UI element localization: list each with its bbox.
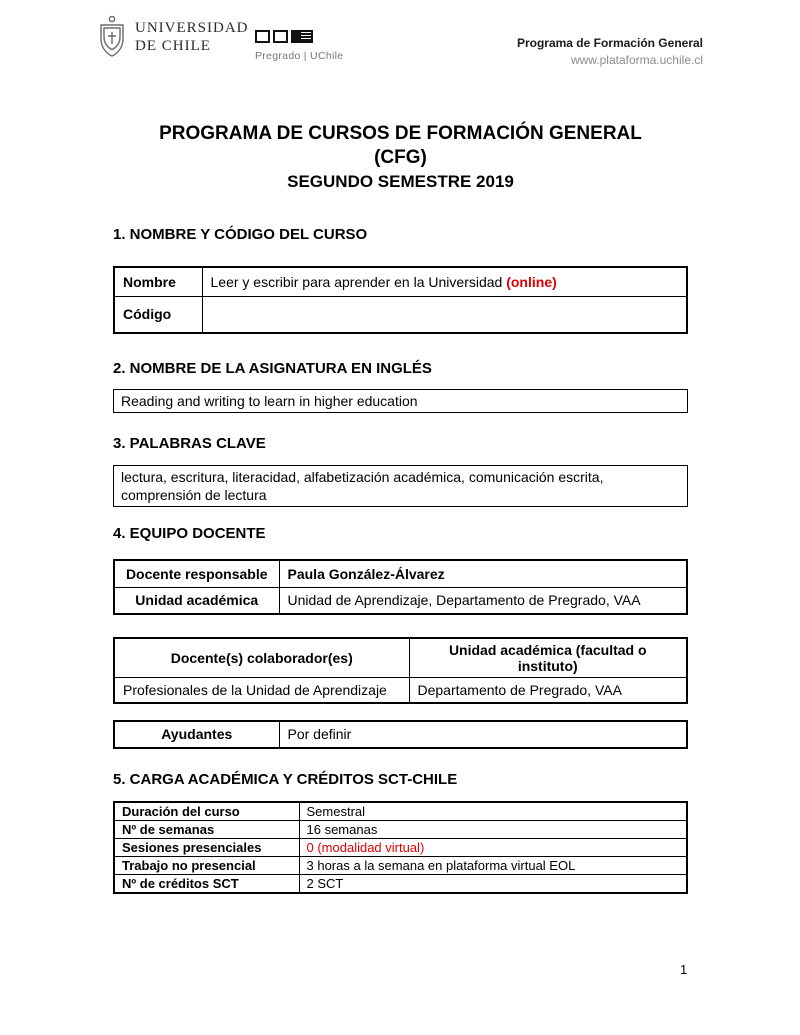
- table-header-cell: Unidad académica (facultad o instituto): [409, 638, 687, 678]
- table-cell-value: [202, 296, 687, 333]
- section5-heading: 5. CARGA ACADÉMICA Y CRÉDITOS SCT-CHILE: [113, 770, 458, 788]
- page-number: 1: [680, 962, 688, 977]
- course-name-text: Leer y escribir para aprender en la Universidad: [210, 273, 507, 290]
- table-row: [114, 856, 687, 874]
- section3-heading: 3. PALABRAS CLAVE: [113, 435, 266, 452]
- pregrado-label: Pregrado | UChile: [255, 50, 344, 62]
- table-cell-label: Nº de créditos SCT: [114, 874, 299, 893]
- table-row: [114, 560, 687, 587]
- english-name-box: Reading and writing to learn in higher education: [113, 389, 688, 413]
- program-label: Programa de Formación General: [516, 36, 703, 50]
- table-cell-value: Departamento de Pregrado, VAA: [409, 678, 687, 703]
- table-cell-value: 2 SCT: [299, 874, 687, 893]
- document-content: [113, 0, 688, 894]
- university-name-line2: DE CHILE: [135, 38, 211, 54]
- table-cell-label: Trabajo no presencial: [114, 856, 299, 874]
- table-row: [114, 296, 687, 333]
- assistants-table: [113, 720, 688, 749]
- table-row: [114, 267, 687, 296]
- table-cell-label: Sesiones presenciales: [114, 838, 299, 856]
- collaborators-table: [113, 637, 688, 704]
- table-row: [114, 838, 687, 856]
- table-cell-label: Nombre: [114, 267, 202, 296]
- table-cell-value: Unidad de Aprendizaje, Departamento de Pregrado, VAA: [279, 587, 687, 614]
- table-row: [114, 802, 687, 821]
- table-cell-value: Semestral: [299, 802, 687, 821]
- table-cell-label: Duración del curso: [114, 802, 299, 821]
- table-row: [114, 721, 687, 748]
- table-cell-value: Por definir: [279, 721, 687, 748]
- table-cell-label: Unidad académica: [114, 587, 279, 614]
- table-cell-label: Nº de semanas: [114, 820, 299, 838]
- table-row: [114, 678, 687, 703]
- table-cell-value: 16 semanas: [299, 820, 687, 838]
- course-name-table: [113, 266, 688, 334]
- document-title: [113, 122, 688, 194]
- table-header-row: [114, 638, 687, 678]
- website-url: www.plataforma.uchile.cl: [570, 53, 703, 67]
- table-cell-label: Docente responsable: [114, 560, 279, 587]
- responsible-teacher-table: [113, 559, 688, 615]
- table-cell-value: Paula González-Álvarez: [279, 560, 687, 587]
- keywords-box: lectura, escritura, literacidad, alfabetización académica, comunicación escrita, comprensión de lectura: [113, 465, 688, 507]
- table-cell-label: Código: [114, 296, 202, 333]
- table-cell-value: 0 (modalidad virtual): [299, 838, 687, 856]
- university-name-line1: UNIVERSIDAD: [135, 20, 249, 36]
- course-name-online-tag: (online): [506, 273, 557, 290]
- section4-heading: 4. EQUIPO DOCENTE: [113, 525, 266, 542]
- table-cell-value: [202, 267, 687, 296]
- table-cell-value: 3 horas a la semana en plataforma virtual EOL: [299, 856, 687, 874]
- table-header-cell: Docente(s) colaborador(es): [114, 638, 409, 678]
- table-row: [114, 587, 687, 614]
- table-row: [114, 820, 687, 838]
- table-row: [114, 874, 687, 893]
- workload-table: [113, 801, 688, 894]
- section2-heading: 2. NOMBRE DE LA ASIGNATURA EN INGLÉS: [113, 360, 432, 377]
- title-line3: SEGUNDO SEMESTRE 2019: [287, 172, 514, 191]
- section1-heading: 1. NOMBRE Y CÓDIGO DEL CURSO: [113, 226, 368, 243]
- title-line1: PROGRAMA DE CURSOS DE FORMACIÓN GENERAL: [159, 123, 642, 144]
- title-line2: (CFG): [374, 147, 427, 168]
- table-cell-value: Profesionales de la Unidad de Aprendizaje: [114, 678, 409, 703]
- table-cell-label: Ayudantes: [114, 721, 279, 748]
